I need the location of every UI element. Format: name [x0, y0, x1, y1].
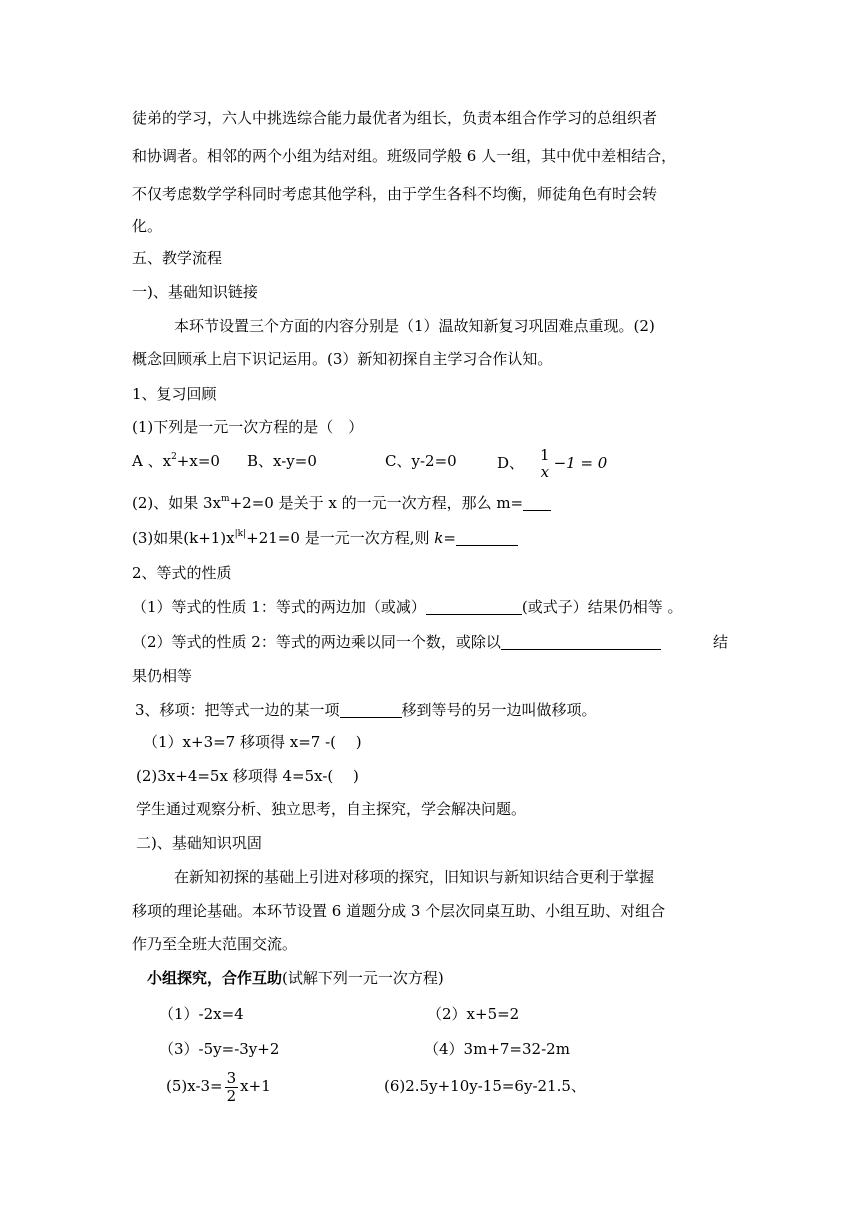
review-question-3: (3)如果$(k+1)x^{|k|}+21=0$ 是一元一次方程,则 k= [132, 527, 518, 549]
option-a: A 、$x^2+x=0$ [132, 452, 220, 470]
option-c: C、y-2=0 [385, 452, 457, 470]
option-b: B、x-y=0 [247, 452, 317, 470]
problem-5: (5)x-3= $\frac{3}{2}$ x+1 [166, 1068, 271, 1105]
part1-desc-2: 概念回顾承上启下识记运用。(3）新知初探自主学习合作认知。 [132, 350, 553, 368]
problem-6: (6)2.5y+10y-15=6y-21.5、 [384, 1077, 586, 1095]
answer-blank-property-1 [426, 598, 522, 615]
intro-line-4: 化。 [132, 217, 163, 235]
part1-title: 一)、基础知识链接 [132, 283, 258, 301]
answer-blank-property-2 [501, 633, 661, 650]
answer-blank-transpose [340, 701, 402, 718]
equality-property-1: （1）等式的性质 1：等式的两边加（或减） (或式子）结果仍相等 。 [132, 598, 683, 616]
equality-title: 2、等式的性质 [132, 564, 232, 582]
option-d: D、 1 x −1 = 0 [497, 446, 608, 481]
intro-line-3: 不仅考虑数学学科同时考虑其他学科，由于学生各科不均衡，师徒角色有时会转 [132, 185, 658, 203]
intro-line-1: 徒弟的学习，六人中挑选综合能力最优者为组长，负责本组合作学习的总组织者 [132, 109, 658, 127]
group-title: 小组探究，合作互助(试解下列一元一次方程) [147, 969, 444, 987]
transpose-example-2: (2)3x+4=5x 移项得 4=5x-( ) [136, 767, 359, 785]
review-question-2: (2)、如果 $3x^m+2=0$ 是关于 x 的一元一次方程，那么 m= [132, 492, 551, 514]
problem-3: （3）-5y=-3y+2 [159, 1040, 280, 1058]
part2-desc-1: 在新知初探的基础上引进对移项的探究，旧知识与新知识结合更利于掌握 [174, 868, 655, 886]
equality-property-2-end: 结 [713, 633, 729, 651]
problem-4: （4）3m+7=32-2m [424, 1040, 570, 1058]
part2-desc-2: 移项的理论基础。本环节设置 6 道题分成 3 个层次同桌互助、小组互助、对组合 [132, 902, 666, 920]
equality-property-2: （2）等式的性质 2：等式的两边乘以同一个数，或除以 [132, 631, 661, 653]
problem-5-fraction: $\frac{3}{2}$ [226, 1068, 237, 1105]
answer-blank-k [456, 529, 518, 546]
transpose-title: 3、移项：把等式一边的某一项 移到等号的另一边叫做移项。 [135, 701, 597, 719]
transpose-example-1: （1）x+3=7 移项得 x=7 -( ) [143, 733, 362, 751]
part2-title: 二)、基础知识巩固 [136, 834, 262, 852]
option-d-fraction: 1 x [540, 446, 550, 481]
problem-2: （2）x+5=2 [427, 1005, 520, 1023]
part1-desc-1: 本环节设置三个方面的内容分别是（1）温故知新复习巩固难点重现。(2) [174, 317, 655, 335]
review-title: 1、复习回顾 [132, 385, 217, 403]
part2-desc-3: 作乃至全班大范围交流。 [132, 935, 298, 953]
review-question-1: (1)下列是一元一次方程的是（ ） [132, 418, 364, 436]
answer-blank-m [523, 494, 551, 511]
section-title: 五、教学流程 [132, 249, 223, 267]
transpose-summary: 学生通过观察分析、独立思考，自主探究，学会解决问题。 [136, 800, 527, 818]
intro-line-2: 和协调者。相邻的两个小组为结对组。班级同学般 6 人一组，其中优中差相结合， [132, 147, 677, 165]
problem-1: （1）-2x=4 [159, 1005, 244, 1023]
equality-property-2-cont: 果仍相等 [132, 667, 193, 685]
